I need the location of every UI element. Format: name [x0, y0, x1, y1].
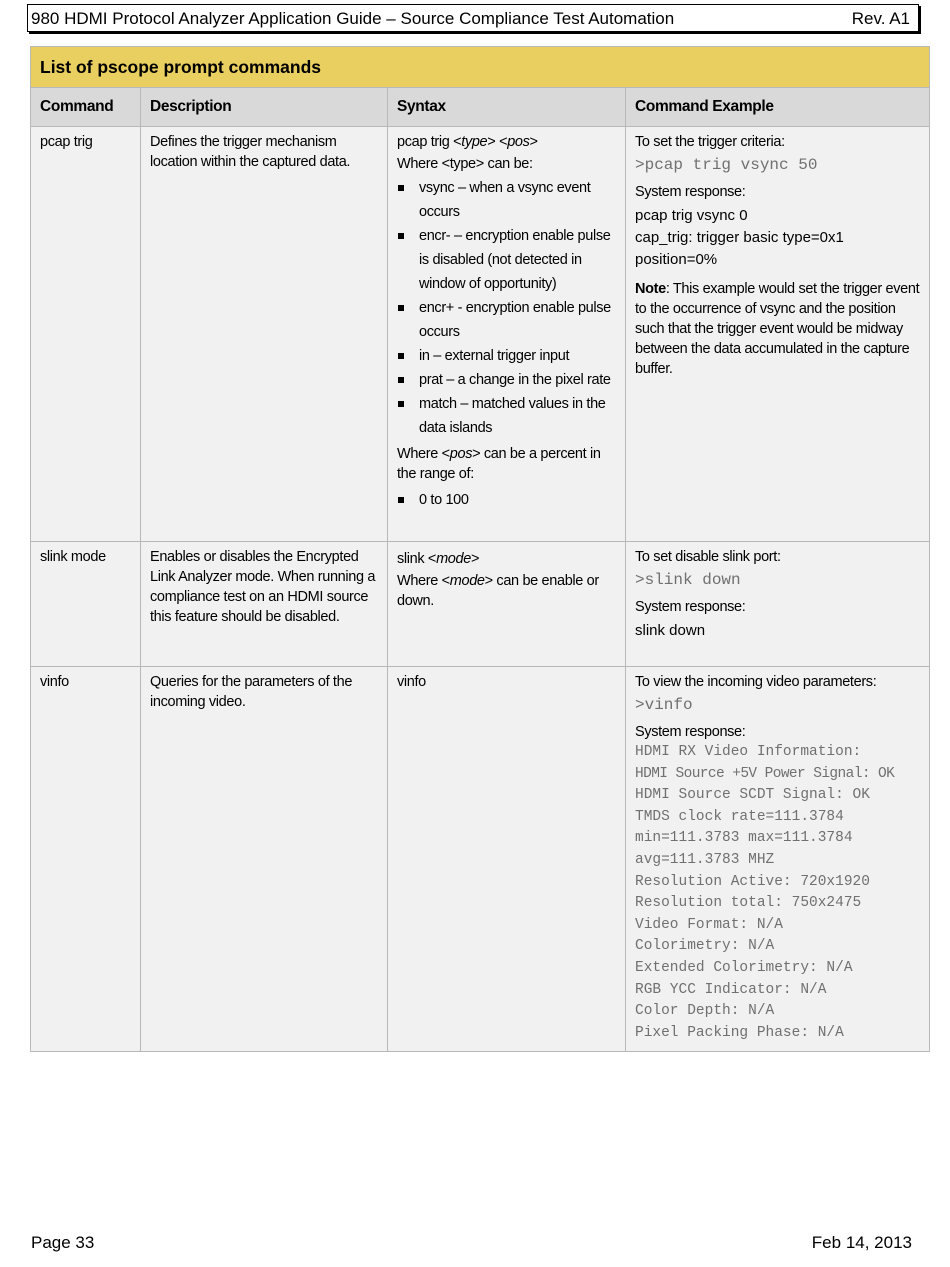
response-line: TMDS clock rate=111.3784: [635, 808, 844, 825]
response-line: Color Depth: N/A: [635, 1003, 775, 1020]
response-line: HDMI Source SCDT Signal: OK: [635, 787, 870, 804]
example-intro: To view the incoming video parameters:: [635, 674, 877, 690]
response-line: pcap trig vsync 0: [635, 207, 748, 224]
command-cell: slink mode: [31, 542, 141, 667]
bullet-icon: [398, 185, 404, 191]
example-cell: [626, 667, 930, 1052]
column-header-command: Command: [31, 88, 141, 127]
list-item: encr- – encryption enable pulse is disabled (not detected in window of opportunity): [397, 224, 616, 296]
list-item: in – external trigger input: [397, 344, 616, 368]
response-line: Resolution total: 750x2475: [635, 895, 862, 912]
response-line: Extended Colorimetry: N/A: [635, 959, 853, 976]
response-line: RGB YCC Indicator: N/A: [635, 981, 827, 998]
list-item: prat – a change in the pixel rate: [397, 368, 616, 392]
bullet-icon: [398, 353, 404, 359]
response-label: System response:: [635, 599, 746, 615]
response-line: Video Format: N/A: [635, 916, 783, 933]
note-label: Note: [635, 281, 666, 297]
list-item: 0 to 100: [397, 488, 616, 512]
response-line: slink down: [635, 622, 706, 639]
response-line: HDMI Source +5V Power Signal: OK: [635, 765, 895, 782]
response-line: min=111.3783 max=111.3784: [635, 830, 853, 847]
type-options-list: [397, 176, 616, 440]
pos-options-list: [397, 488, 616, 512]
response-line: Pixel Packing Phase: N/A: [635, 1024, 844, 1041]
table-row: [31, 542, 930, 667]
response-line: avg=111.3783 MHZ: [635, 851, 775, 868]
note-paragraph: Note: This example would set the trigger event to the occurrence of vsync and the position such that the trigger event would be midway between the data accumulated in the capture buffer.: [635, 281, 920, 377]
response-label: System response:: [635, 724, 746, 740]
example-cell: [626, 542, 930, 667]
bullet-icon: [398, 377, 404, 383]
response-line: position=0%: [635, 251, 718, 268]
table-title: List of pscope prompt commands: [31, 47, 930, 88]
commands-table: [30, 46, 930, 1052]
table-title-row: [31, 47, 930, 88]
syntax-cell: [388, 542, 626, 667]
description-cell: Queries for the parameters of the incoming video.: [141, 667, 388, 1052]
example-command: >pcap trig vsync 50: [635, 156, 818, 174]
response-line: Resolution Active: 720x1920: [635, 873, 870, 890]
document-title: 980 HDMI Protocol Analyzer Application Guide – Source Compliance Test Automation: [31, 9, 675, 28]
command-cell: pcap trig: [31, 127, 141, 542]
table-header-row: [31, 88, 930, 127]
syntax-line: pcap trig <type> <pos>: [397, 134, 538, 150]
column-header-description: Description: [141, 88, 388, 127]
bullet-icon: [398, 233, 404, 239]
syntax-line: slink <mode>: [397, 551, 480, 567]
response-line: cap_trig: trigger basic type=0x1: [635, 229, 844, 246]
example-command: >vinfo: [635, 696, 693, 714]
example-cell: [626, 127, 930, 542]
page-header: [27, 4, 919, 32]
column-header-syntax: Syntax: [388, 88, 626, 127]
syntax-where-type: Where <type> can be:: [397, 156, 533, 172]
response-line: HDMI RX Video Information:: [635, 744, 862, 760]
list-item: match – matched values in the data islands: [397, 392, 616, 440]
list-item: vsync – when a vsync event occurs: [397, 176, 616, 224]
table-row: [31, 127, 930, 542]
list-item: encr+ - encryption enable pulse occurs: [397, 296, 616, 344]
bullet-icon: [398, 401, 404, 407]
syntax-where-pos: Where <pos> can be a percent in the range of:: [397, 446, 601, 482]
document-date: Feb 14, 2013: [811, 1233, 912, 1252]
syntax-where-mode: Where <mode> can be enable or down.: [397, 573, 599, 609]
syntax-cell: vinfo: [388, 667, 626, 1052]
bullet-icon: [398, 497, 404, 503]
response-label: System response:: [635, 184, 746, 200]
document-revision: Rev. A1: [851, 9, 910, 28]
syntax-cell: [388, 127, 626, 542]
command-cell: vinfo: [31, 667, 141, 1052]
description-cell: Defines the trigger mechanism location within the captured data.: [141, 127, 388, 542]
description-cell: Enables or disables the Encrypted Link Analyzer mode. When running a compliance test on an HDMI source this feature should be disabled.: [141, 542, 388, 667]
page-number: Page 33: [31, 1233, 95, 1252]
example-intro: To set disable slink port:: [635, 549, 781, 565]
response-line: Colorimetry: N/A: [635, 938, 775, 955]
example-command: >slink down: [635, 571, 741, 589]
column-header-command-example: Command Example: [626, 88, 930, 127]
bullet-icon: [398, 305, 404, 311]
table-row: [31, 667, 930, 1052]
example-intro: To set the trigger criteria:: [635, 134, 785, 150]
